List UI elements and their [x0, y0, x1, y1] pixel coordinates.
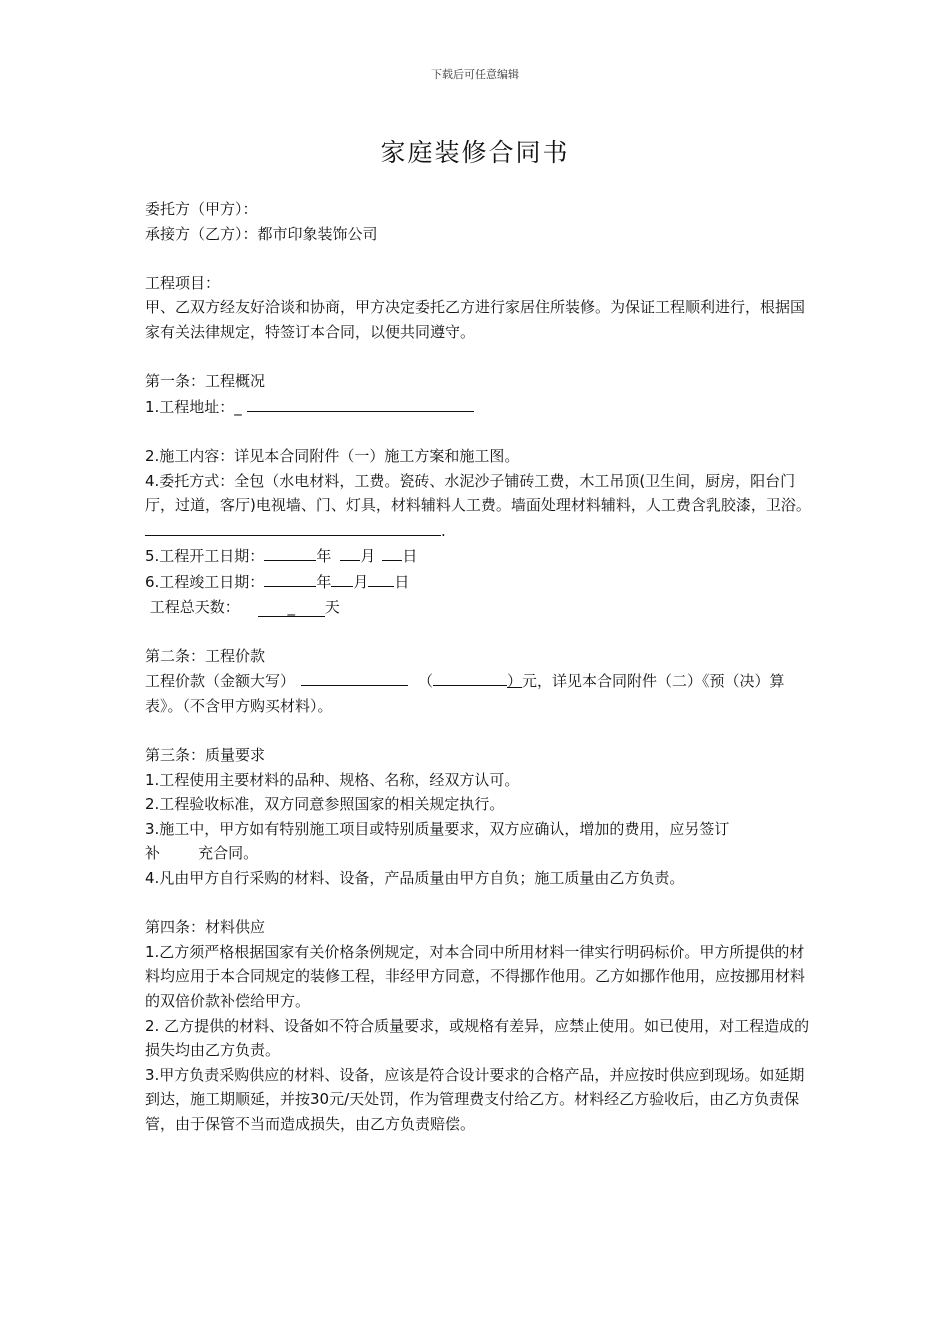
mode-blank — [145, 518, 441, 536]
total-days-blank: _ — [258, 599, 325, 617]
address-blank — [247, 394, 474, 412]
header-note: 下载后可任意编辑 — [431, 68, 519, 81]
end-day-label: 日 — [394, 572, 410, 591]
intro-paragraph: 甲、乙双方经友好洽谈和协商，甲方决定委托乙方进行家居住所装修。为保证工程顺利进行，根据国家有关法律规定，特签订本合同，以便共同遵守。 — [145, 298, 806, 341]
supply-item-2: 2. 乙方提供的材料、设备如不符合质量要求，或规格有差异，应禁止使用。如已使用，对工程造成的损失均由乙方负责。 — [145, 1016, 810, 1060]
price-rest: 元，详见本合同附件（二）《预（决）算表》。（不含甲方购买材料）。 — [145, 672, 785, 715]
end-month-blank — [331, 569, 353, 587]
quality-item-1: 1.工程使用主要材料的品种、规格、名称，经双方认可。 — [145, 770, 520, 789]
content-line: 2.施工内容：详见本合同附件（一）施工方案和施工图。 — [145, 446, 520, 465]
article-1-heading: 第一条：工程概况 — [145, 372, 266, 391]
start-day-label: 日 — [402, 547, 418, 566]
start-date-line — [145, 543, 815, 569]
total-days-label: 工程总天数： — [145, 597, 240, 616]
quality-item-3: 3.施工中，甲方如有特别施工项目或特别质量要求，双方应确认，增加的费用，应另签订 — [145, 819, 730, 838]
price-number-blank — [433, 668, 507, 686]
article-4-heading: 第四条：材料供应 — [145, 918, 266, 937]
address-line — [145, 394, 815, 420]
start-month-label: 月 — [360, 547, 376, 566]
end-year-label: 年 — [316, 572, 332, 591]
end-date-line — [145, 569, 815, 595]
supply-item-1: 1.乙方须严格根据国家有关价格条例规定，对本合同中所用材料一律实行明码标价。甲方所提供的材料均应用于本合同规定的装修工程，非经甲方同意，不得挪作他用。乙方如挪作他用，应按挪用材料的双倍价款补偿给甲方。 — [145, 942, 806, 1010]
total-days-line — [145, 595, 815, 620]
mode-line — [145, 469, 815, 544]
contract-body — [145, 197, 815, 1137]
price-paragraph: 工程价款（金额大写） （ ）元，详见本合同附件（二）《预（决）算表》。（不含甲方购买材料）。 — [145, 668, 815, 718]
article-3-heading: 第三条：质量要求 — [145, 746, 266, 765]
project-heading: 工程项目： — [145, 273, 221, 292]
price-label: 工程价款（金额大写） — [145, 672, 296, 691]
end-year-blank — [264, 569, 316, 587]
document-title: 家庭装修合同书 — [380, 138, 570, 167]
total-days-unit: 天 — [324, 597, 340, 616]
quality-item-2: 2.工程验收标准，双方同意参照国家的相关规定执行。 — [145, 795, 505, 814]
start-month-blank — [340, 543, 360, 561]
quality-item-3-cont: 补 充合同。 — [145, 844, 259, 863]
start-year-blank — [264, 543, 316, 561]
party-b-line: 承接方（乙方）：都市印象装饰公司 — [145, 224, 378, 243]
supply-item-3: 3.甲方负责采购供应的材料、设备，应该是符合设计要求的合格产品，并应按时供应到现场。如延期到达，施工期顺延，并按30元/天处罚，作为管理费支付给乙方。材料经乙方验收后，由乙方负责保管，由于保管不当而造成损失，由乙方负责赔偿。 — [145, 1065, 805, 1133]
article-2-heading: 第二条：工程价款 — [145, 646, 266, 665]
end-day-blank — [368, 569, 394, 587]
start-date-label: 5.工程开工日期： — [145, 547, 265, 566]
start-year-label: 年 — [316, 547, 332, 566]
mode-text: 4.委托方式：全包（水电材料，工费。瓷砖、水泥沙子铺砖工费，木工吊顶(卫生间，厨房，阳台门厅，过道，客厅)电视墙、门、灯具，材料辅料人工费。墙面处理材料辅料，人工费含乳胶漆，卫浴。 — [145, 471, 811, 515]
party-a-line: 委托方（甲方）： — [145, 200, 258, 218]
start-day-blank — [382, 543, 402, 561]
address-label: 1.工程地址：_ — [145, 397, 247, 416]
quality-item-4: 4.凡由甲方自行采购的材料、设备，产品质量由甲方自负；施工质量由乙方负责。 — [145, 869, 685, 888]
end-month-label: 月 — [353, 572, 369, 591]
end-date-label: 6.工程竣工日期： — [145, 572, 265, 591]
mode-end: . — [441, 521, 446, 540]
price-words-blank — [301, 668, 408, 686]
